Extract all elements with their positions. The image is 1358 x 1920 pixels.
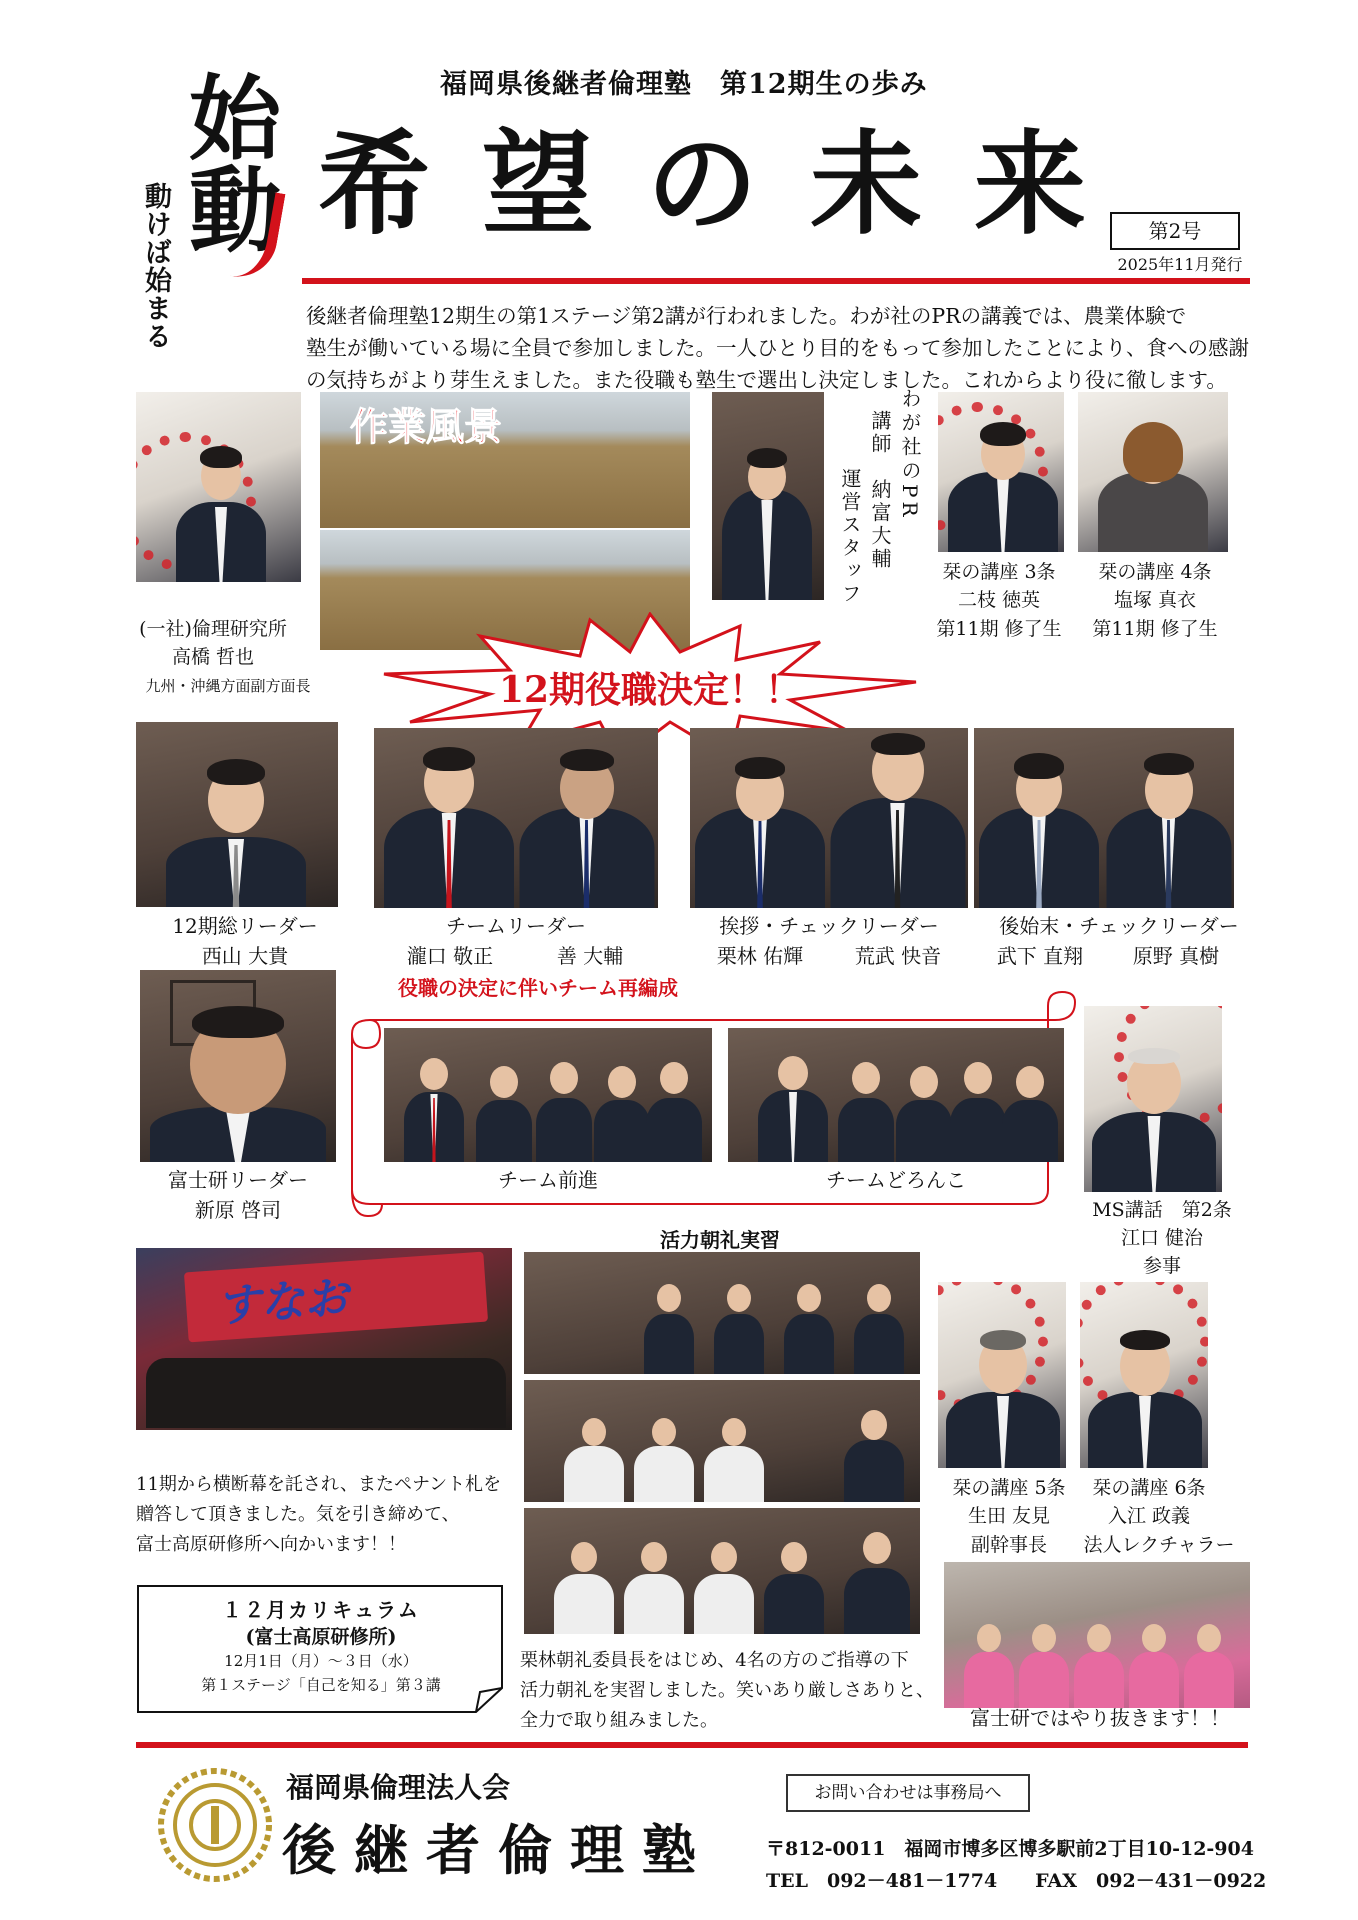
photo-futaeda <box>938 392 1064 552</box>
caption-team-title: チームリーダー <box>446 914 586 938</box>
photo-fuji-group <box>944 1562 1250 1708</box>
pr-col-3: 運営スタッフ <box>838 468 862 606</box>
morning-title: 活力朝礼実習 <box>660 1228 780 1252</box>
footer-address: 〒812-0011 福岡市博多区博多駅前2丁目10-12-904 <box>766 1838 1254 1860</box>
work-label: 作業風景 <box>350 404 503 449</box>
caption-ms-2: 江口 健治 <box>1120 1227 1204 1249</box>
caption-team-zenshin: チーム前進 <box>498 1168 598 1192</box>
photo-ikuta <box>938 1282 1066 1468</box>
logo-emblem-icon <box>156 1766 274 1884</box>
header-divider <box>302 278 1250 284</box>
pr-col-1: わが社のPR <box>898 388 922 521</box>
caption-irie-2: 入江 政義 <box>1107 1505 1191 1527</box>
fuji-caption: 富士研ではやり抜きます！！ <box>970 1706 1230 1730</box>
intro-paragraph <box>306 300 1249 396</box>
caption-leader-name: 西山 大貴 <box>201 944 289 968</box>
banner-text-3: 富士高原研修所へ向かいます！！ <box>136 1534 406 1555</box>
caption-goshimatsu-name-1: 武下 直翔 <box>996 944 1084 968</box>
reorg-label: 役職の決定に伴いチーム再編成 <box>398 976 678 1000</box>
photo-team-doronko <box>728 1028 1064 1162</box>
caption-leader-title: 12期総リーダー <box>172 914 318 938</box>
caption-team-doronko: チームどろんこ <box>826 1168 966 1192</box>
photo-morning-3 <box>524 1508 920 1634</box>
curriculum-title: １２月カリキュラム <box>222 1598 420 1622</box>
issue-badge <box>1110 212 1240 250</box>
curriculum-sub: (富士高原研修所) <box>245 1626 397 1648</box>
footer-logo <box>156 1766 274 1884</box>
caption-irie-1: 栞の講座 6条 <box>1092 1477 1206 1499</box>
banner-text: すなお <box>214 1272 350 1333</box>
caption-ms-1: MS講話 第2条 <box>1092 1199 1232 1221</box>
contact-box <box>786 1774 1030 1812</box>
banner-text-1: 11期から横断幕を託され、またペナント札を <box>136 1474 502 1495</box>
main-title: 希望の未来 <box>318 119 1138 250</box>
caption-takahashi-role: 九州・沖縄方面副方面長 <box>145 677 311 695</box>
footer-phone: TEL 092－481－1774 FAX 092－431－0922 <box>766 1870 1267 1892</box>
footer-org-main: 後継者倫理塾 <box>282 1818 714 1882</box>
photo-morning-2 <box>524 1380 920 1502</box>
morning-text-2: 活力朝礼を実習しました。笑いあり厳しさありと、 <box>520 1680 934 1701</box>
photo-irie <box>1080 1282 1208 1468</box>
caption-ikuta-3: 副幹事長 <box>970 1534 1047 1556</box>
caption-team-name-1: 瀧口 敬正 <box>406 944 494 968</box>
vertical-title-text: 始動 <box>174 70 282 254</box>
morning-text-block <box>520 1646 940 1736</box>
morning-text-1: 栗林朝礼委員長をはじめ、4名の方のご指導の下 <box>520 1650 909 1671</box>
issue-date: 2025年11月発行 <box>1117 255 1243 274</box>
caption-aisatsu-name-1: 栗林 佑輝 <box>716 944 804 968</box>
footer-divider <box>136 1742 1248 1748</box>
burst-text: 12期役職決定！！ <box>498 669 802 711</box>
photo-goshimatsu-leaders <box>974 728 1234 908</box>
photo-banner-group <box>136 1248 512 1430</box>
caption-ikuta-2: 生田 友見 <box>967 1505 1051 1527</box>
photo-team-zenshin <box>384 1028 712 1162</box>
caption-takahashi-org: (一社)倫理研究所 <box>139 618 287 640</box>
caption-fuji-leader-title: 富士研リーダー <box>168 1168 308 1192</box>
morning-text-3: 全力で取り組みました。 <box>520 1710 718 1731</box>
contact-box-text: お問い合わせは事務局へ <box>814 1783 1002 1803</box>
issue-number: 第2号 <box>1148 219 1202 243</box>
photo-team-leaders <box>374 728 658 908</box>
caption-aisatsu-title: 挨拶・チェックリーダー <box>719 914 939 938</box>
caption-futaeda-2: 二枝 徳英 <box>957 589 1041 611</box>
photo-niihara <box>140 970 336 1162</box>
intro-line-2: 塾生が働いている場に全員で参加しました。一人ひとり目的をもって参加したことにより、食への感謝 <box>306 336 1249 360</box>
photo-shiotsuka <box>1078 392 1228 552</box>
photo-work-1 <box>320 392 690 528</box>
caption-goshimatsu-title: 後始末・チェックリーダー <box>999 914 1239 938</box>
pr-vertical-text <box>830 388 930 618</box>
photo-morning-1 <box>524 1252 920 1374</box>
caption-aisatsu-name-2: 荒武 快音 <box>854 944 942 968</box>
footer-org-top: 福岡県倫理法人会 <box>286 1771 511 1804</box>
vertical-subtitle: 動けば始まる <box>140 182 171 350</box>
caption-irie-3: 法人レクチャラー <box>1083 1534 1235 1556</box>
caption-futaeda-1: 栞の講座 3条 <box>942 561 1056 583</box>
caption-futaeda-3: 第11期 修了生 <box>936 618 1062 640</box>
caption-fuji-leader-name: 新原 啓司 <box>194 1198 282 1222</box>
photo-aisatsu-leaders <box>690 728 968 908</box>
caption-goshimatsu-name-2: 原野 真樹 <box>1132 944 1220 968</box>
caption-team-name-2: 善 大輔 <box>556 944 624 968</box>
pr-col-2: 講師 納富大輔 <box>868 410 892 571</box>
caption-ikuta-1: 栞の講座 5条 <box>952 1477 1066 1499</box>
caption-shiotsuka-1: 栞の講座 4条 <box>1098 561 1212 583</box>
photo-nishiyama <box>136 722 338 907</box>
vertical-title <box>174 70 288 290</box>
caption-shiotsuka-3: 第11期 修了生 <box>1092 618 1218 640</box>
header-top-line: 福岡県後継者倫理塾 第12期生の歩み <box>440 69 928 100</box>
curriculum-stage: 第１ステージ「自己を知る」第３講 <box>201 1676 441 1694</box>
caption-ms-3: 参事 <box>1142 1255 1181 1277</box>
photo-pr-speaker <box>712 392 824 600</box>
intro-line-1: 後継者倫理塾12期生の第1ステージ第2講が行われました。わが社のPRの講義では、農業体験で <box>306 304 1187 328</box>
photo-eguchi <box>1084 1006 1222 1192</box>
curriculum-box <box>136 1584 506 1714</box>
photo-takahashi <box>136 392 301 582</box>
banner-text-block <box>136 1470 526 1560</box>
caption-shiotsuka-2: 塩塚 真衣 <box>1113 589 1197 611</box>
curriculum-date: 12月1日（月）～３日（水） <box>224 1652 418 1670</box>
caption-takahashi-name: 高橋 哲也 <box>171 646 255 668</box>
intro-line-3: の気持ちがより芽生えました。また役職も塾生で選出し決定しました。これからより役に徹します。 <box>306 368 1227 392</box>
banner-text-2: 贈答して頂きました。気を引き締めて、 <box>136 1504 460 1525</box>
